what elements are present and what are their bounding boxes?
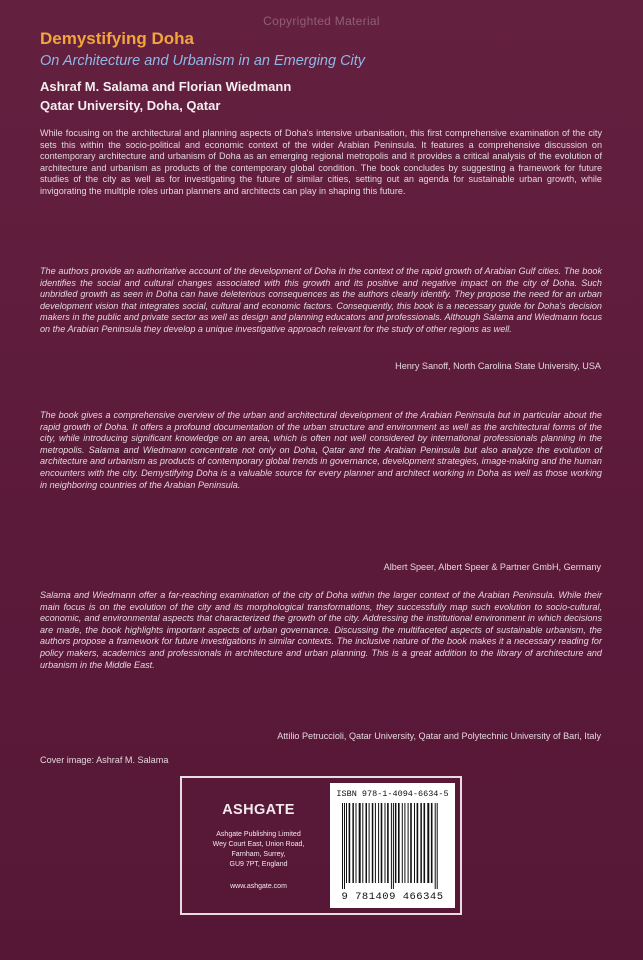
barcode-bar — [427, 803, 429, 883]
barcode-bar — [414, 803, 415, 883]
copyright-watermark: Copyrighted Material — [263, 14, 380, 28]
barcode-bar — [369, 803, 370, 883]
review-text: The book gives a comprehensive overview of the urban and architectural development of the Arabian Peninsula but in particular about the rapid growth of Doha. It offers a profound documentation of the urban structure and environment as well as the architectural forms of the city, while introducing significant knowledge on an area, which is often not well considered by international professionals planning in the metropolis. Salama and Wiedmann concentrate not only on Doha, Qatar and the Arabian Peninsula but also analyze the evolution of architecture and urbanism as products of contemporary global trends in governance, development strategies, image-making and the human encounters with the city. Demystifying Doha is a valuable source for every planner and architect working in Doha as well as those working in neighboring countries of the Arabian Peninsula. — [40, 410, 602, 490]
publisher-address-line: Farnham, Surrey, — [231, 851, 286, 858]
book-subtitle: On Architecture and Urbanism in an Emerging City — [40, 53, 366, 69]
barcode-bar — [410, 803, 412, 883]
publisher-url: www.ashgate.com — [230, 883, 287, 890]
book-authors: Ashraf M. Salama and Florian Wiedmann — [40, 79, 292, 94]
review-attribution: Attilio Petruccioli, Qatar University, Qatar and Polytechnic University of Bari, Italy — [277, 731, 601, 741]
barcode-bar — [342, 803, 343, 889]
barcode-bar — [349, 803, 351, 883]
cover-image-credit: Cover image: Ashraf M. Salama — [40, 755, 169, 765]
barcode-bar — [395, 803, 397, 883]
publisher-address-line: Wey Court East, Union Road, — [212, 841, 305, 848]
barcode-bar — [424, 803, 426, 883]
barcode-bar — [391, 803, 392, 889]
barcode-bars — [340, 803, 445, 889]
barcode-bar — [385, 803, 386, 883]
barcode-label — [330, 783, 455, 908]
barcode-bar — [417, 803, 419, 883]
review-attribution: Albert Speer, Albert Speer & Partner GmbH, Germany — [383, 562, 601, 572]
barcode-bar — [346, 803, 347, 883]
barcode-bar — [375, 803, 376, 883]
book-title: Demystifying Doha — [40, 29, 194, 48]
barcode-bar — [402, 803, 403, 883]
publisher-address-line: GU9 7PT, England — [229, 861, 288, 868]
barcode-bar — [359, 803, 361, 883]
barcode-bar — [420, 803, 422, 883]
barcode-bar — [372, 803, 374, 883]
publisher-name: ASHGATE — [222, 802, 295, 818]
barcode-bar — [393, 803, 394, 889]
barcode-bar — [378, 803, 379, 883]
barcode-bar — [366, 803, 368, 883]
barcode-bar — [408, 803, 409, 883]
review-attribution: Henry Sanoff, North Carolina State University, USA — [395, 361, 601, 371]
barcode-bar — [344, 803, 345, 889]
barcode-bar — [437, 803, 438, 889]
barcode-bar — [404, 803, 405, 883]
barcode-bar — [356, 803, 357, 883]
publisher-address-line: Ashgate Publishing Limited — [216, 831, 301, 838]
barcode-bar — [362, 803, 363, 883]
barcode-bar — [381, 803, 383, 883]
barcode-bar — [387, 803, 389, 883]
barcode-bar — [435, 803, 436, 889]
review-text: Salama and Wiedmann offer a far-reaching examination of the city of Doha within the larger context of the Arabian Peninsula. While their main focus is on the evolution of the city and its morphological transformations, they successfully map such evolution to socio-cultural, economic, and environmental aspects that characterized the growth of the city. Addressing the institutional environment in which decisions are made, the book highlights important aspects of urban governance. Discussing the multifaceted aspects of sustainable urbanism, the authors propose a framework for future investigations in similar contexts. The inclusive nature of the book makes it a necessary reading for policy makers, academics and professionals in architecture and urban planning. This is a great addition to the library of architecture and urbanism in the Middle East. — [40, 590, 602, 670]
author-affiliation: Qatar University, Doha, Qatar — [40, 98, 221, 113]
publisher-address — [196, 830, 321, 870]
barcode-bar — [398, 803, 400, 883]
isbn-text: ISBN 978-1-4094-6634-5 — [336, 789, 449, 799]
review-text: The authors provide an authoritative account of the development of Doha in the context of the rapid growth of Arabian Gulf cities. The book identifies the social and cultural changes associated with this growth and its positive and negative impact on the city of Doha. Such unbridled growth as seen in Doha can have deleterious consequences as the authors clearly identify. They propose the need for an urban development vision that integrates social, cultural and economic factors. Consequently, this book is a necessary guide for Doha's decision makers in the public and private sector as well as design and planning educators and professionals. Although Salama and Wiedmann focus on the Arabian Peninsula they develop a unique investigative approach relevant for the study of other regions as well. — [40, 266, 602, 334]
book-description: While focusing on the architectural and planning aspects of Doha's intensive urbanisation, this first comprehensive examination of the city sets this within the socio-political and economic context of the wider Arabian Peninsula. It features a comprehensive discussion on contemporary architecture and urbanism of Doha as an emerging regional metropolis and it provides a critical analysis of the evolution of architecture and urbanism as products of the contemporary global condition. The book concludes by suggesting a framework for future studies of the city as well as for investigating the future of similar cities, setting out an agenda for sustainable urban growth, while invigorating the multiple roles urban planners and architects can play in shaping this future. — [40, 128, 602, 196]
ean-number: 9 781409 466345 — [341, 891, 444, 903]
publisher-info — [196, 780, 321, 910]
barcode-bar — [352, 803, 354, 883]
barcode-bar — [431, 803, 433, 883]
